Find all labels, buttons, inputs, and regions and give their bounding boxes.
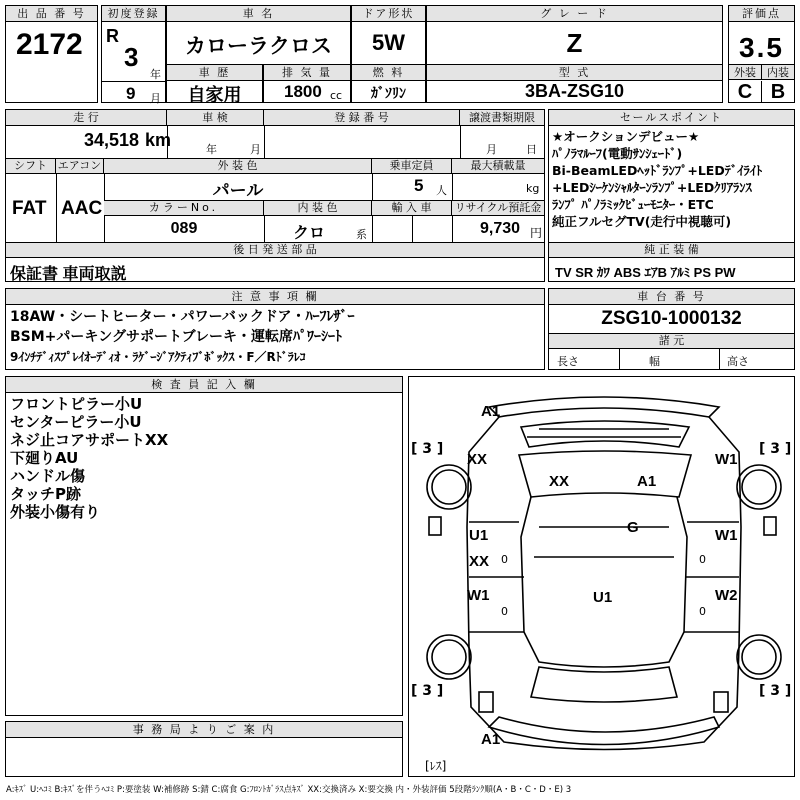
mark-door-fl1: U1 bbox=[469, 527, 489, 544]
inspector-line: ネジ止コアサポートXX bbox=[10, 431, 169, 449]
tire-fl: [ 3 ] bbox=[411, 441, 444, 457]
mark-door-rl: W1 bbox=[467, 587, 490, 604]
zero-marker: 0 bbox=[699, 553, 706, 566]
divider bbox=[264, 126, 265, 158]
reg-month: 9 bbox=[126, 84, 136, 103]
displacement-label: 排 気 量 bbox=[264, 65, 350, 81]
sales-line: ﾗﾝﾌﾟ ﾊﾟﾉﾗﾐｯｸﾋﾞｭｰﾓﾆﾀｰ・ETC bbox=[552, 197, 714, 212]
history: 自家用 bbox=[187, 85, 242, 105]
width-label: 幅 bbox=[649, 355, 660, 368]
score: 3.5 bbox=[739, 32, 784, 63]
divider bbox=[167, 126, 168, 158]
divider bbox=[56, 174, 57, 242]
inspector-line: 下廻りAU bbox=[10, 449, 79, 467]
shift: FAT bbox=[12, 198, 47, 219]
model: 3BA-ZSG10 bbox=[524, 81, 625, 101]
inspector-line: フロントピラー小U bbox=[10, 395, 143, 413]
later-label: 後 日 発 送 部 品 bbox=[6, 242, 544, 258]
sales-line: ★オークションデビュー★ bbox=[552, 129, 700, 144]
ext-color: パール bbox=[212, 181, 264, 200]
month-unit: 月 bbox=[150, 92, 161, 105]
model-label: 型 式 bbox=[427, 65, 722, 81]
equip-label: 純 正 装 備 bbox=[549, 242, 794, 258]
zero-marker: 0 bbox=[501, 553, 508, 566]
capacity-unit: 人 bbox=[436, 184, 447, 197]
sales-line: ﾊﾟﾉﾗﾏﾙｰﾌ(電動ｻﾝｼｪｰﾄﾞ) bbox=[552, 146, 683, 161]
chassis-box bbox=[548, 288, 795, 370]
fuel-label: 燃 料 bbox=[352, 65, 425, 81]
tire-rr: [ 3 ] bbox=[759, 683, 792, 699]
spec-box bbox=[5, 109, 545, 282]
mark-door-fl2: XX bbox=[469, 553, 490, 570]
capacity-label: 乗車定員 bbox=[372, 158, 452, 174]
int-color: クロ bbox=[292, 225, 325, 242]
displacement: 1800 bbox=[284, 82, 322, 101]
inspector-label: 検 査 員 記 入 欄 bbox=[6, 377, 402, 393]
sales-line: Bi-BeamLEDﾍｯﾄﾞﾗﾝﾌﾟ+LEDﾃﾞｲﾗｲﾄ bbox=[552, 163, 763, 178]
tire-fr: [ 3 ] bbox=[759, 441, 792, 457]
mark-hood-l: XX bbox=[549, 473, 570, 490]
dims-label: 諸 元 bbox=[549, 333, 794, 349]
ac-label: エアコン bbox=[56, 158, 104, 174]
office-label: 事 務 局 よ り ご 案 内 bbox=[6, 722, 402, 738]
reg-year: 3 bbox=[124, 42, 139, 72]
sales-lines bbox=[552, 128, 762, 230]
history-box bbox=[166, 64, 263, 103]
door-type: 5W bbox=[372, 30, 405, 55]
lot-label: 出 品 番 号 bbox=[6, 6, 97, 22]
car-diagram bbox=[408, 376, 795, 777]
load-unit: kg bbox=[526, 182, 540, 195]
recycle: 9,730 bbox=[480, 220, 521, 237]
mark-door-rr: W2 bbox=[715, 587, 738, 604]
mileage-unit: km bbox=[145, 130, 172, 150]
color-no: 089 bbox=[170, 220, 198, 237]
divider bbox=[412, 216, 413, 242]
int-color-unit: 系 bbox=[356, 228, 367, 241]
chassis-number: ZSG10-1000132 bbox=[601, 308, 742, 329]
ext-color-label: 外 装 色 bbox=[104, 158, 372, 174]
notes-line: BSM+パーキングサポートブレーキ・運転席ﾊﾟﾜｰｼｰﾄ bbox=[10, 329, 343, 345]
ac: AAC bbox=[61, 198, 103, 219]
sales-line: 純正フルセグTV(走行中視聴可) bbox=[552, 214, 732, 229]
lot-box bbox=[5, 5, 98, 103]
year-unit: 年 bbox=[150, 68, 161, 81]
sales-box bbox=[548, 109, 795, 282]
notes-label: 注 意 事 項 欄 bbox=[6, 289, 544, 305]
notes-lines bbox=[10, 307, 354, 367]
score-box bbox=[728, 5, 795, 103]
score-label: 評価点 bbox=[729, 6, 794, 22]
lot-number: 2172 bbox=[16, 28, 83, 61]
grade-label: グ レ ー ド bbox=[427, 6, 722, 22]
color-no-label: カラーNo. bbox=[104, 200, 264, 216]
fuel-box bbox=[351, 64, 426, 103]
mark-fr: W1 bbox=[715, 451, 738, 468]
tire-rl: [ 3 ] bbox=[411, 683, 444, 699]
divider bbox=[460, 126, 461, 158]
ext-score: C bbox=[729, 81, 762, 103]
ext-label: 外装 bbox=[729, 64, 762, 80]
sales-line: +LEDｼｰｹﾝｼｬﾙﾀｰﾝﾗﾝﾌﾟ+LEDｸﾘｱﾗﾝｽ bbox=[552, 180, 752, 195]
chassis-label: 車 台 番 号 bbox=[549, 289, 794, 305]
divider bbox=[619, 349, 620, 370]
capacity: 5 bbox=[414, 176, 424, 195]
model-box bbox=[426, 64, 723, 103]
mark-rear: A1 bbox=[481, 731, 501, 748]
insp-year-unit: 年 bbox=[206, 143, 217, 156]
mark-center: U1 bbox=[593, 589, 613, 606]
length-label: 長さ bbox=[557, 355, 579, 368]
recycle-unit: 円 bbox=[530, 226, 543, 240]
mileage-label: 走 行 bbox=[6, 110, 167, 126]
door-label: ドア形状 bbox=[352, 6, 425, 22]
fuel: ｶﾞｿﾘﾝ bbox=[371, 86, 406, 102]
zero-marker: 0 bbox=[699, 605, 706, 618]
displacement-box bbox=[263, 64, 351, 103]
mark-fl: XX bbox=[467, 451, 488, 468]
name-box bbox=[166, 5, 351, 65]
shift-label: シフト bbox=[6, 158, 56, 174]
notes-line: 18AW・シートヒーター・パワーバックドア・ﾊｰﾌﾚｻﾞｰ bbox=[10, 309, 355, 325]
recycle-label: リサイクル預託金 bbox=[452, 200, 544, 216]
inspector-line: センターピラー小U bbox=[10, 413, 142, 431]
transfer-day-unit: 日 bbox=[526, 143, 537, 156]
legend: A:ｷｽﾞ U:ﾍｺﾐ B:ｷｽﾞを伴うﾍｺﾐ P:要塗装 W:補修跡 S:錆 C:腐食 G:ﾌﾛﾝﾄｶﾞﾗｽ点ｷｽﾞ XX:交換済み X:要交換 内・外装評価 5段階ﾗﾝｸ順(A・B・C・D・E) 3 bbox=[6, 785, 572, 795]
int-label: 内装 bbox=[762, 64, 794, 80]
inspector-box bbox=[5, 376, 403, 716]
zero-marker: 0 bbox=[501, 605, 508, 618]
mark-roof: G bbox=[627, 519, 639, 536]
inspector-line: ハンドル傷 bbox=[10, 467, 86, 485]
inspector-line: タッチP跡 bbox=[10, 485, 81, 503]
import-label: 輸 入 車 bbox=[372, 200, 452, 216]
height-label: 高さ bbox=[727, 355, 749, 368]
first-reg-label: 初度登録 bbox=[102, 6, 165, 22]
int-color-label: 内 装 色 bbox=[264, 200, 372, 216]
office-box bbox=[5, 721, 403, 777]
door-box bbox=[351, 5, 426, 65]
insp-month-unit: 月 bbox=[250, 143, 261, 156]
inspection-label: 車 検 bbox=[167, 110, 264, 126]
transfer-label: 譲渡書類期限 bbox=[460, 110, 544, 126]
history-label: 車 歴 bbox=[167, 65, 262, 81]
era: R bbox=[106, 26, 119, 46]
int-score: B bbox=[770, 81, 786, 103]
sales-label: セールスポイント bbox=[549, 110, 794, 126]
divider bbox=[101, 81, 166, 82]
mark-hood-r: A1 bbox=[637, 473, 657, 490]
notes-box bbox=[5, 288, 545, 370]
equip: TV SR ｶﾜ ABS ｴｱB ｱﾙﾐ PS PW bbox=[555, 265, 736, 280]
spare-tire: [ﾚｽ] bbox=[425, 759, 447, 773]
inspector-line: 外装小傷有り bbox=[10, 503, 101, 521]
transfer-month-unit: 月 bbox=[486, 143, 497, 156]
grade-box bbox=[426, 5, 723, 65]
notes-line: 9ｲﾝﾁﾃﾞｨｽﾌﾟﾚｲｵｰﾃﾞｨｵ・ﾗｹﾞｰｼﾞｱｸﾃｨﾌﾞﾎﾞｯｸｽ・F／Rﾄﾞﾗﾚｺ bbox=[10, 350, 306, 364]
car-outline bbox=[409, 377, 796, 778]
mark-door-fr: W1 bbox=[715, 527, 738, 544]
displacement-unit: cc bbox=[330, 89, 343, 102]
car-name: カローラクロス bbox=[185, 35, 332, 58]
load-label: 最大積載量 bbox=[452, 158, 544, 174]
later: 保証書 車両取説 bbox=[10, 266, 127, 283]
regno-label: 登 録 番 号 bbox=[264, 110, 460, 126]
first-reg-box bbox=[101, 5, 166, 103]
mark-front: A1 bbox=[481, 403, 501, 420]
divider bbox=[719, 349, 720, 370]
name-label: 車 名 bbox=[167, 6, 350, 22]
grade: Z bbox=[566, 28, 583, 58]
mileage: 34,518 bbox=[84, 130, 140, 150]
inspector-lines bbox=[10, 395, 168, 521]
